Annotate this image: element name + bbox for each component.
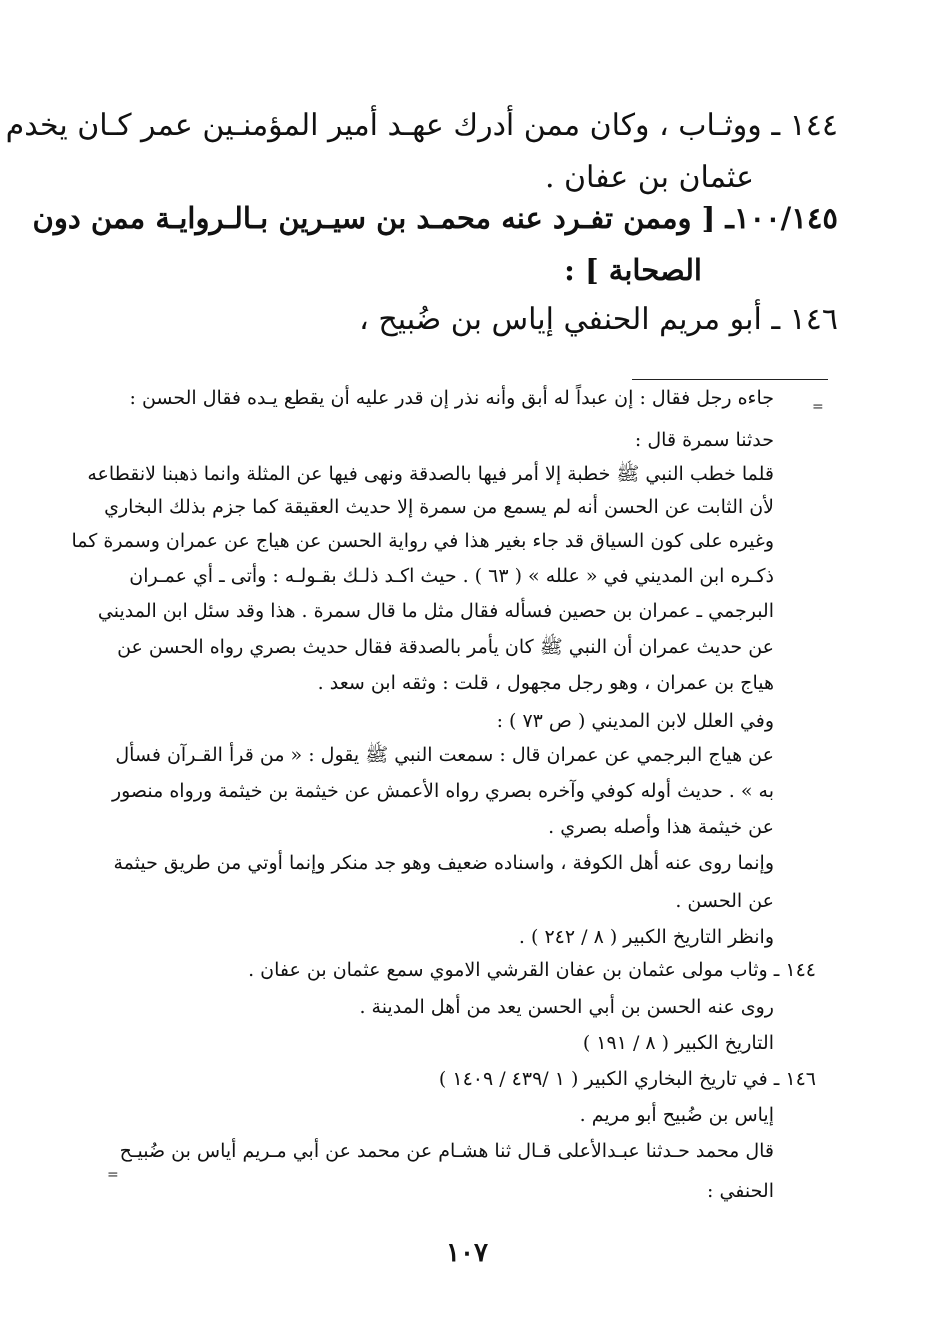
footnote-line-1: جاءه رجل فقال : إن عبداً له أبق وأنه نذر إن قدر عليه أن يقطع يـده فقال الحسن : xyxy=(129,387,774,409)
footnote-entry-144: ١٤٤ ـ وثاب مولى عثمان بن عفان القرشي الاموي سمع عثمان بن عفان . xyxy=(248,959,816,981)
footnote-line-21: إياس بن ضُبيح أبو مريم . xyxy=(579,1104,774,1126)
footnote-line-10: وفي العلل لابن المديني ( ص ٧٣ ) : xyxy=(496,710,774,732)
footnote-line-7: البرجمي ـ عمران بن حصين فسأله فقال مثل ما قال سمرة . هذا وقد سئل ابن المديني xyxy=(97,600,774,622)
footnote-line-16: وانظر التاريخ الكبير ( ٨ / ٢٤٢ ) . xyxy=(518,926,774,948)
footnote-separator xyxy=(632,379,828,380)
footnote-line-3: قلما خطب النبي ﷺ خطبة إلا أمر فيها بالصدقة ونهى فيها عن المثلة وانما ذهبنا لانقطاعه xyxy=(87,463,774,485)
footnote-line-11: عن هياج البرجمي عن عمران قال : سمعت النبي ﷺ يقول : « من قرأ القـرآن فسأل xyxy=(115,744,774,766)
heading-line2: الصحابة ] : xyxy=(564,253,702,287)
entry-144-line1: ١٤٤ ـ ووثـاب ، وكان ممن أدرك عهـد أمير المؤمنـين عمر كـان يخدم xyxy=(5,108,838,143)
footnote-line-14: وإنما روى عنه أهل الكوفة ، واسناده ضعيف وهو جد منكر وإنما أوتي من طريق حيثمة xyxy=(113,852,774,874)
entry-146: ١٤٦ ـ أبو مريم الحنفي إياس بن ضُبيح ، xyxy=(359,302,838,337)
footnote-line-19: التاريخ الكبير ( ٨ / ١٩١ ) xyxy=(582,1032,774,1054)
footnote-line-22: قال محمد حـدثنا عبـدالأعلى قـال ثنا هشـام عن محمد عن أبي مـريم أياس بن ضُبيـح xyxy=(119,1140,774,1162)
footnote-line-23: الحنفي : xyxy=(707,1180,774,1202)
footnote-line-18: روى عنه الحسن بن أبي الحسن يعد من أهل المدينة . xyxy=(359,996,774,1018)
page-number: ١٠٧ xyxy=(446,1238,488,1268)
footnote-line-15: عن الحسن . xyxy=(675,890,774,912)
footnote-entry-146: ١٤٦ ـ في تاريخ البخاري الكبير ( ١ /٤٣٩ / ١٤٠٩ ) xyxy=(438,1068,816,1090)
footnote-line-2: حدثنا سمرة قال : xyxy=(634,429,774,451)
heading-line1: ١٠٠/١٤٥ـ [ وممن تفـرد عنه محمـد بن سيـرين بـالـروايـة ممن دون xyxy=(32,201,838,235)
footnote-line-13: عن خيثمة هذا وأصله بصري . xyxy=(548,816,774,838)
continuation-mark-bottom: = xyxy=(107,1167,119,1183)
footnote-line-8: عن حديث عمران أن النبي ﷺ كان يأمر بالصدقة فقال حديث بصري رواه الحسن عن xyxy=(117,636,774,658)
continuation-mark: = xyxy=(812,399,824,415)
footnote-line-6: ذكـره ابن المديني في « علله » ( ٦٣ ) . حيث اكـد ذلـك بقـولـه : وأتى ـ أي عمـران xyxy=(129,565,774,587)
footnote-line-9: هياج بن عمران ، وهو رجل مجهول ، قلت : وثقه ابن سعد . xyxy=(317,672,774,694)
footnote-line-4: لأن الثابت عن الحسن أنه لم يسمع من سمرة إلا حديث العقيقة كما جزم بذلك البخاري xyxy=(104,496,774,518)
footnote-line-5: وغيره على كون السياق قد جاء بغير هذا في رواية الحسن عن هياج عن عمران وسمرة كما xyxy=(71,530,774,552)
entry-144-line2: عثمان بن عفان . xyxy=(544,160,754,195)
footnote-line-12: به » . حديث أوله كوفي وآخره بصري رواه الأعمش عن خيثمة بن خيثمة ورواه منصور xyxy=(111,780,774,802)
